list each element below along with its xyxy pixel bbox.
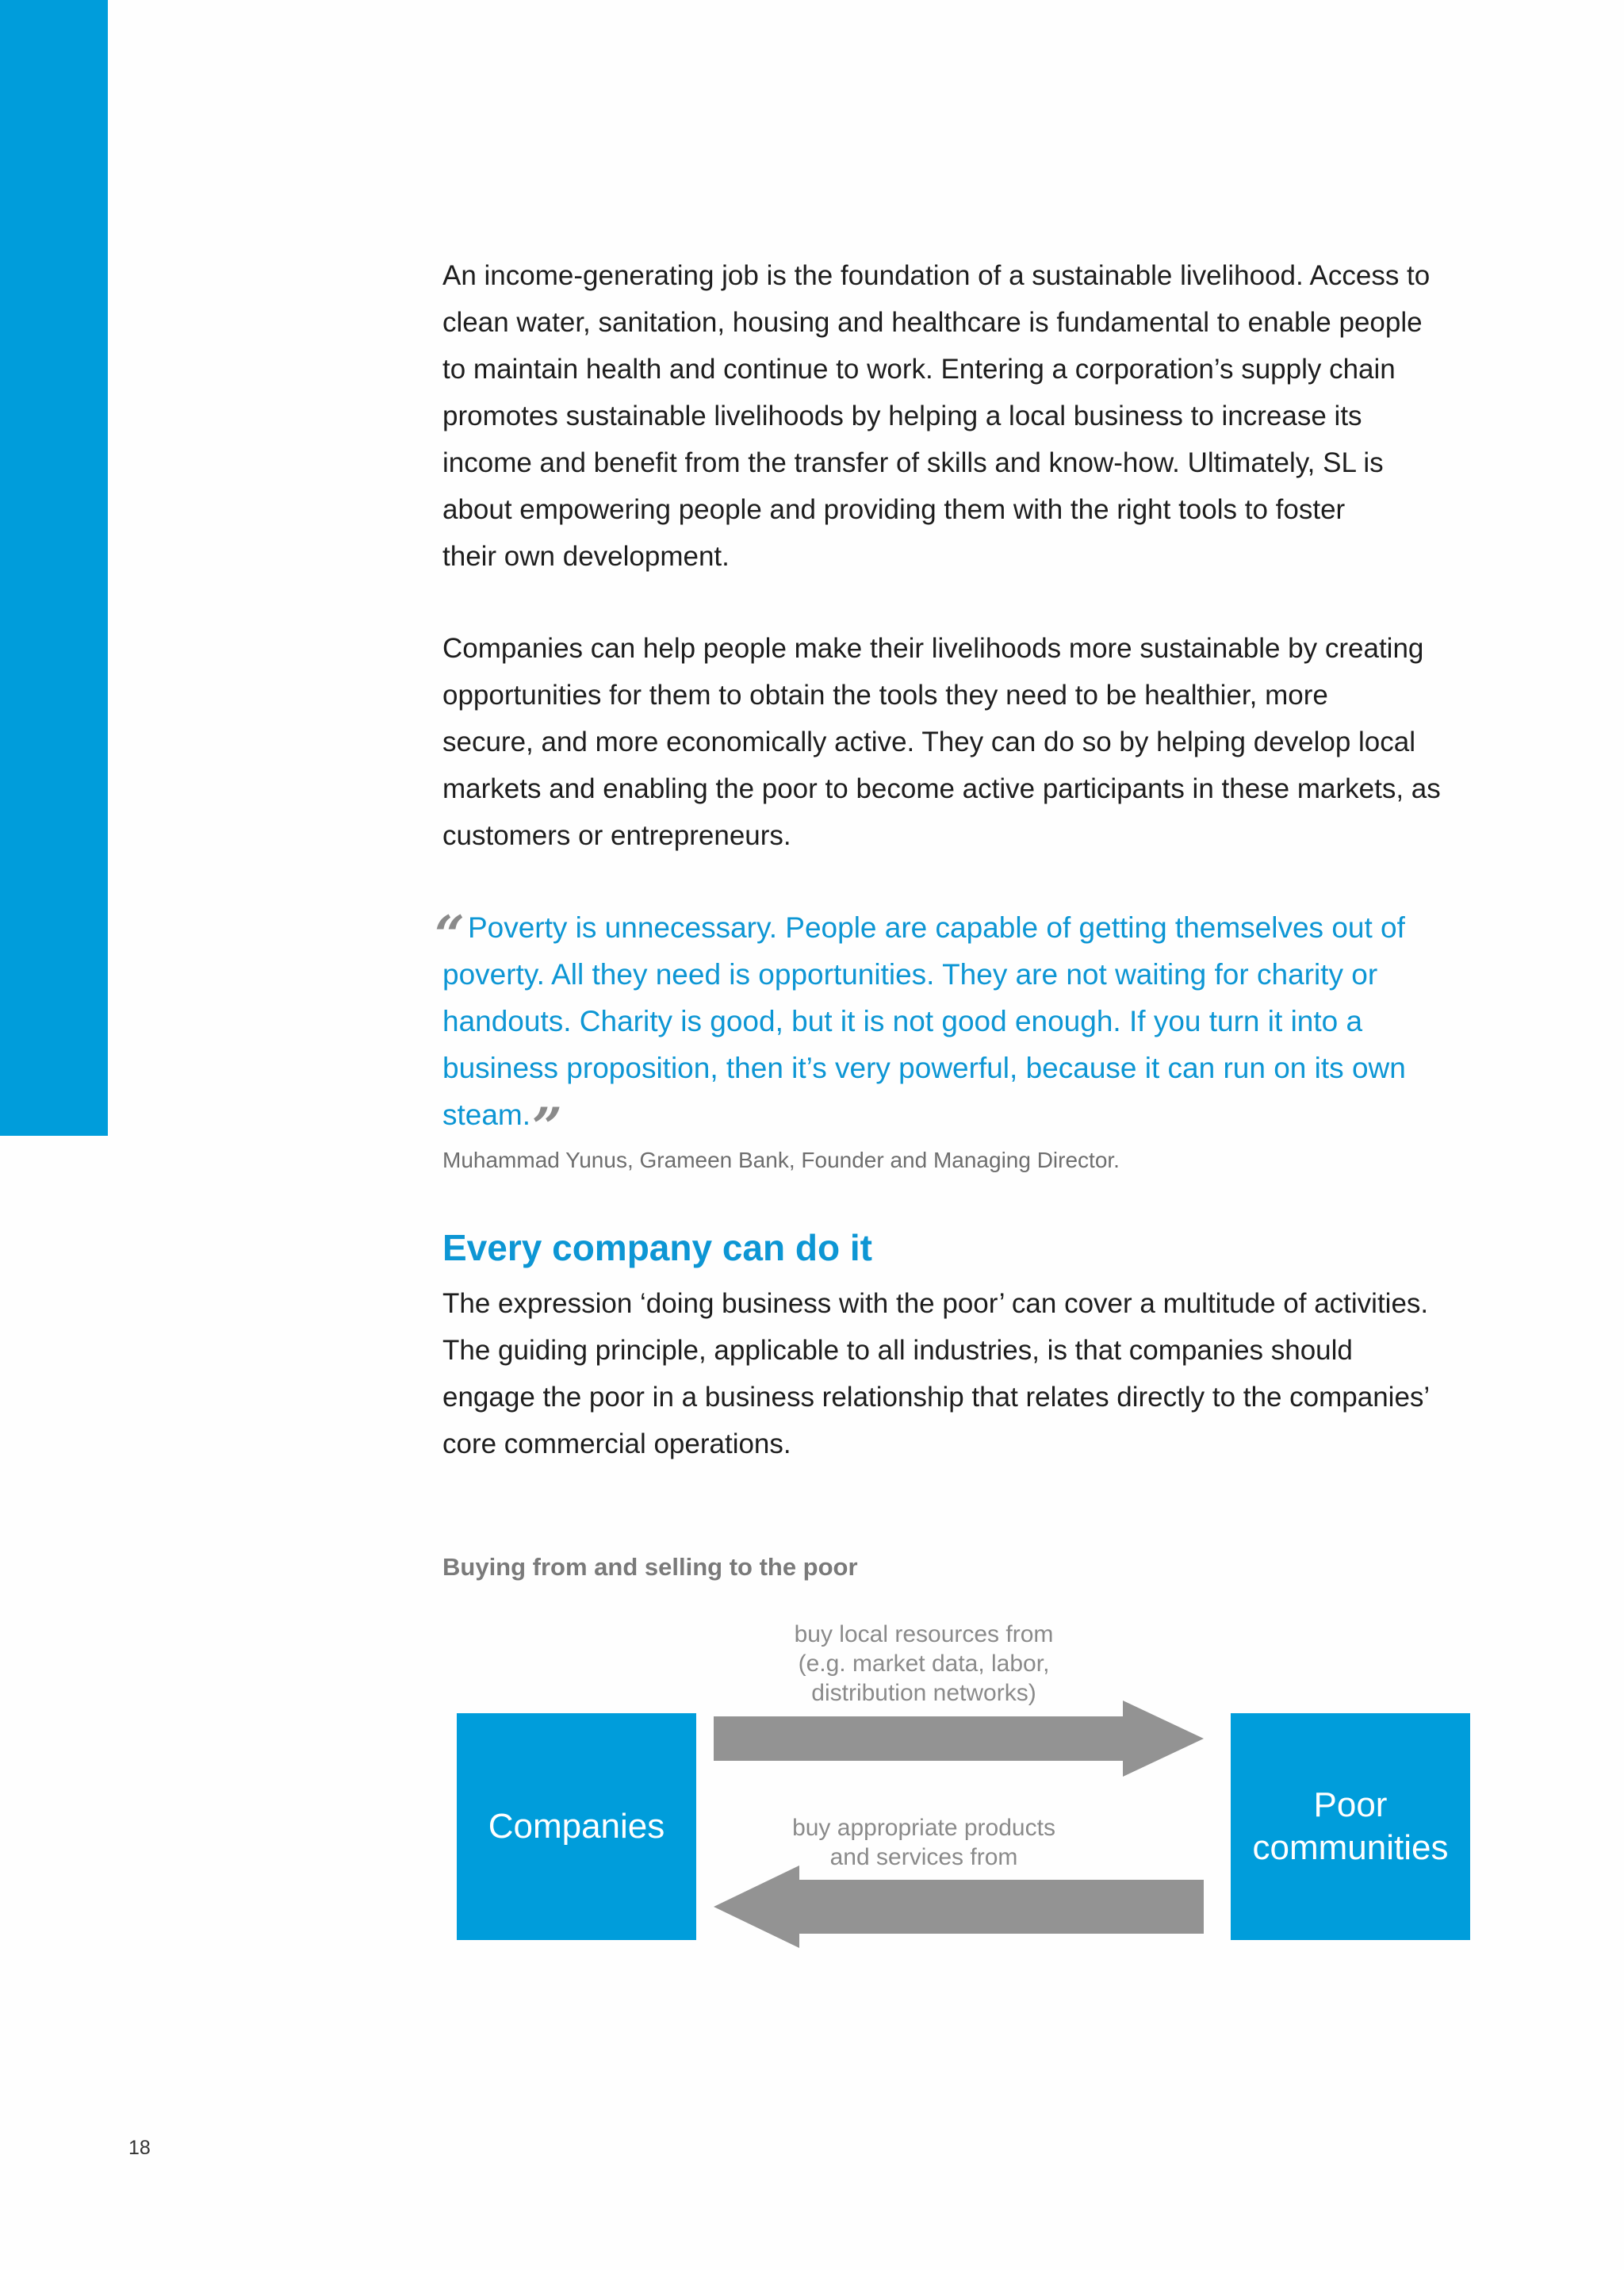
arrow-label-line: buy local resources from	[794, 1621, 1054, 1647]
text-line: The expression ‘doing business with the poor’ can cover a multitude of activities.	[442, 1288, 1429, 1319]
text-line: The guiding principle, applicable to all industries, is that companies should	[442, 1335, 1353, 1366]
text-line: clean water, sanitation, housing and healthcare is fundamental to enable people	[442, 307, 1423, 338]
quote-line: steam.	[442, 1099, 531, 1131]
quote-attribution: Muhammad Yunus, Grameen Bank, Founder and Managing Director.	[442, 1148, 1120, 1172]
arrow-label-line: (e.g. market data, labor,	[798, 1651, 1050, 1677]
close-quote-icon: ”	[532, 1096, 563, 1158]
open-quote-icon: “	[435, 904, 465, 966]
text-line: core commercial operations.	[442, 1428, 791, 1459]
text-line: income and benefit from the transfer of skills and know-how. Ultimately, SL is	[442, 447, 1384, 478]
poor-communities-box	[1231, 1713, 1470, 1940]
sidebar-band	[0, 0, 108, 1136]
exchange-diagram	[442, 1610, 1473, 1967]
text-line: their own development.	[442, 541, 730, 572]
text-line: customers or entrepreneurs.	[442, 820, 791, 851]
text-line: about empowering people and providing them with the right tools to foster	[442, 494, 1346, 525]
pull-quote	[435, 904, 1497, 1158]
text-line: promotes sustainable livelihoods by helping a local business to increase its	[442, 401, 1362, 431]
top-arrow-label	[744, 1620, 1104, 1708]
section-paragraph	[442, 1280, 1497, 1467]
text-line: to maintain health and continue to work. Entering a corporation’s supply chain	[442, 354, 1396, 385]
left-arrow-icon	[714, 1865, 1204, 1948]
text-line: opportunities for them to obtain the tools they need to be healthier, more	[442, 680, 1328, 711]
second-paragraph	[442, 625, 1497, 859]
bottom-arrow-label	[744, 1813, 1104, 1872]
quote-line: poverty. All they need is opportunities. They are not waiting for charity or	[442, 958, 1378, 991]
box-label-line: Poor	[1313, 1785, 1388, 1824]
intro-paragraph	[442, 252, 1497, 580]
quote-line: business proposition, then it’s very powerful, because it can run on its own	[442, 1052, 1406, 1084]
text-line: markets and enabling the poor to become active participants in these markets, as	[442, 773, 1441, 804]
text-line: engage the poor in a business relationship that relates directly to the companies’	[442, 1382, 1431, 1413]
section-heading: Every company can do it	[442, 1227, 872, 1268]
quote-line: handouts. Charity is good, but it is not good enough. If you turn it into a	[442, 1005, 1363, 1037]
text-line: An income-generating job is the foundation of a sustainable livelihood. Access to	[442, 260, 1431, 291]
arrow-label-line: buy appropriate products	[792, 1815, 1055, 1841]
diagram-title: Buying from and selling to the poor	[442, 1553, 858, 1581]
text-line: Companies can help people make their livelihoods more sustainable by creating	[442, 633, 1424, 664]
companies-box	[457, 1713, 696, 1940]
companies-label: Companies	[488, 1807, 665, 1846]
arrow-label-line: and services from	[829, 1844, 1018, 1870]
quote-line: Poverty is unnecessary. People are capable of getting themselves out of	[467, 911, 1405, 944]
right-arrow-icon	[714, 1701, 1204, 1777]
page-number: 18	[128, 2137, 151, 2159]
box-label-line: communities	[1252, 1828, 1449, 1867]
arrow-label-line: distribution networks)	[811, 1680, 1036, 1706]
text-line: secure, and more economically active. They can do so by helping develop local	[442, 727, 1415, 757]
poor-communities-label	[1253, 1784, 1449, 1869]
